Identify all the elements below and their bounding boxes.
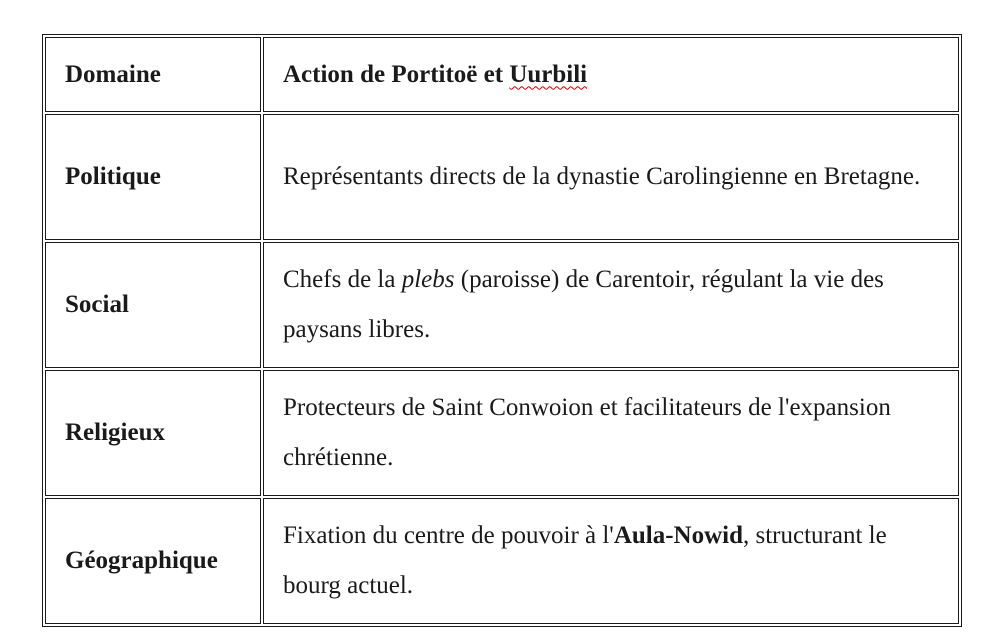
- row-text: [263, 242, 959, 368]
- table-row: [45, 498, 959, 624]
- header-action-flagged-word: Uurbili: [509, 60, 588, 88]
- row-text: [263, 498, 959, 624]
- table-header-row: [45, 37, 959, 112]
- row-text-end: (paroisse) de Carentoir, régulant la vie des paysans libres.: [283, 266, 884, 343]
- row-domain: Religieux: [45, 370, 261, 496]
- row-domain: Social: [45, 242, 261, 368]
- table-row: [45, 242, 959, 368]
- row-text-start: Chefs de la: [283, 266, 402, 293]
- row-text-start: Fixation du centre de pouvoir à l': [283, 522, 614, 549]
- row-domain: Géographique: [45, 498, 261, 624]
- row-text-bold: Aula-Nowid: [613, 522, 743, 549]
- header-domaine: Domaine: [45, 37, 261, 112]
- table-row: [45, 114, 959, 240]
- row-text-end: , structurant le bourg actuel.: [283, 522, 887, 599]
- row-text-italic: plebs: [401, 266, 455, 293]
- header-action-text: Action de Portitoë et: [283, 60, 510, 88]
- row-text: Représentants directs de la dynastie Carolingienne en Bretagne.: [263, 114, 959, 240]
- row-text: Protecteurs de Saint Conwoion et facilitateurs de l'expansion chrétienne.: [263, 370, 959, 496]
- row-domain: Politique: [45, 114, 261, 240]
- domain-action-table: [42, 34, 962, 627]
- header-action: [263, 37, 959, 112]
- table-row: [45, 370, 959, 496]
